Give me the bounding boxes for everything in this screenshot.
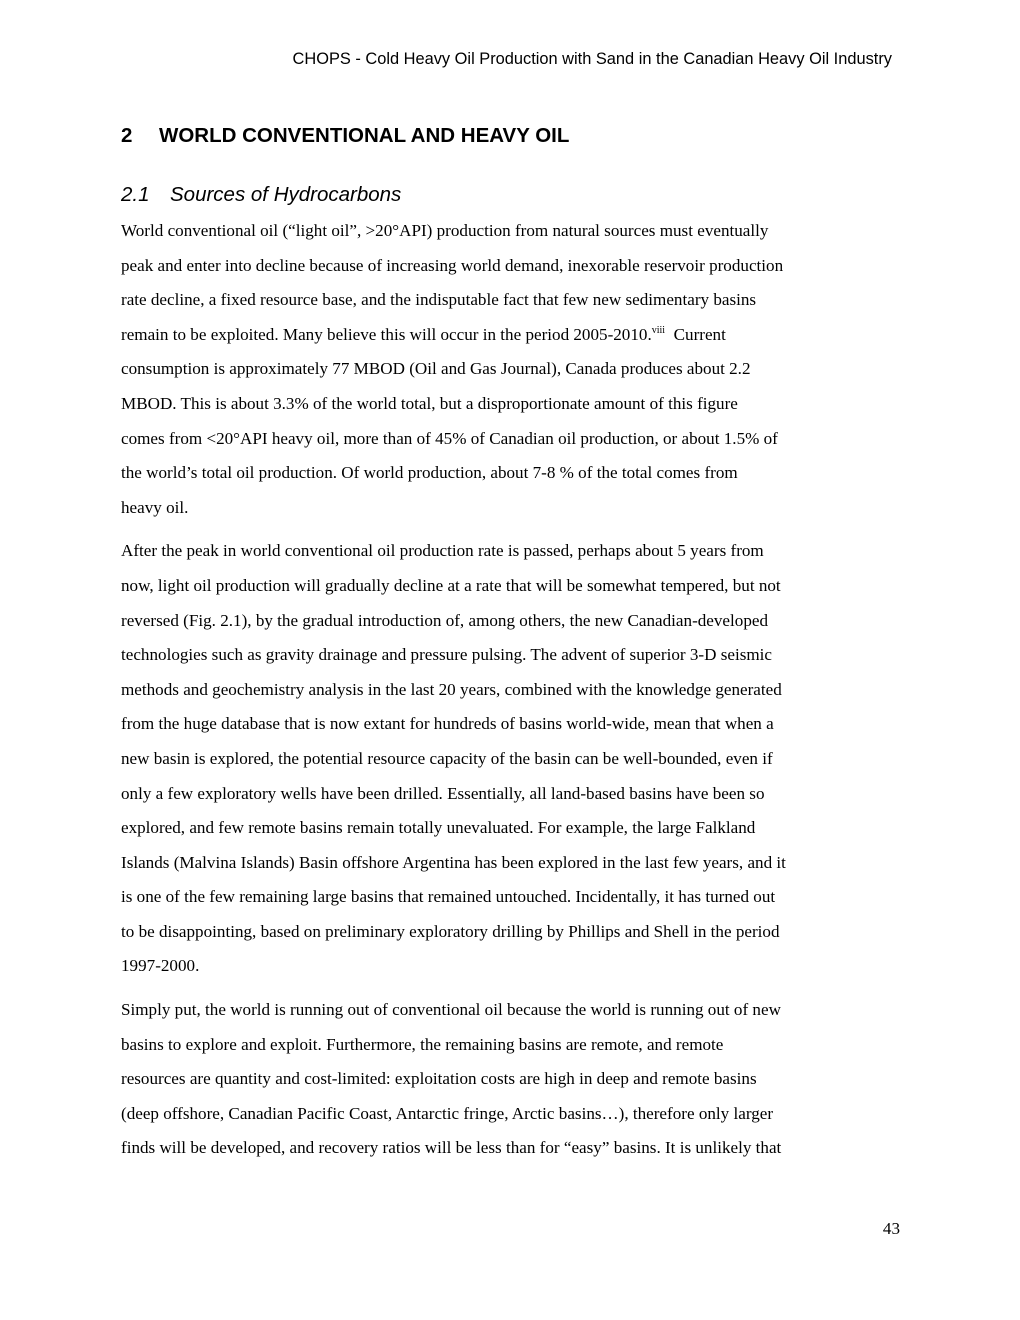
text-line: methods and geochemistry analysis in the last 20 years, combined with the knowledge generated <box>121 679 782 699</box>
text-line: technologies such as gravity drainage and pressure pulsing. The advent of superior 3-D seismic <box>121 645 772 665</box>
paragraph-2 <box>121 534 911 984</box>
text-line: finds will be developed, and recovery ratios will be less than for “easy” basins. It is unlikely that <box>121 1138 782 1158</box>
text-segment: remain to be exploited. Many believe this will occur in the period 2005-2010. <box>121 324 652 344</box>
paragraph-1 <box>121 214 911 525</box>
text-line: the world’s total oil production. Of world production, about 7-8 % of the total comes from <box>121 463 738 483</box>
text-line: from the huge database that is now extant for hundreds of basins world-wide, mean that when a <box>121 714 774 734</box>
text-line: consumption is approximately 77 MBOD (Oil and Gas Journal), Canada produces about 2.2 <box>121 359 751 379</box>
page-number: 43 <box>882 1219 900 1238</box>
text-line: 1997-2000. <box>121 956 200 976</box>
text-line: resources are quantity and cost-limited: exploitation costs are high in deep and remote basins <box>121 1069 757 1089</box>
text-line: explored, and few remote basins remain totally unevaluated. For example, the large Falkland <box>121 818 756 838</box>
text-line: World conventional oil (“light oil”, >20°API) production from natural sources must eventually <box>121 221 769 240</box>
text-line: is one of the few remaining large basins that remained untouched. Incidentally, it has turned out <box>121 887 776 907</box>
endnote-reference: viii <box>651 324 666 336</box>
text-line: now, light oil production will gradually decline at a rate that will be somewhat tempered, but not <box>121 575 781 595</box>
text-line: new basin is explored, the potential resource capacity of the basin can be well-bounded, even if <box>121 748 773 768</box>
section-heading <box>121 180 401 210</box>
section-number: 2.1 <box>121 183 150 206</box>
text-line: heavy oil. <box>121 497 189 517</box>
text-line: (deep offshore, Canadian Pacific Coast, Antarctic fringe, Arctic basins…), therefore only larger <box>121 1103 774 1123</box>
chapter-heading <box>121 121 569 151</box>
text-line: Simply put, the world is running out of conventional oil because the world is running out of new <box>121 1000 781 1020</box>
chapter-title: WORLD CONVENTIONAL AND HEAVY OIL <box>159 124 570 147</box>
text-line: rate decline, a fixed resource base, and the indisputable fact that few new sedimentary basins <box>121 290 757 310</box>
text-line: MBOD. This is about 3.3% of the world total, but a disproportionate amount of this figure <box>121 393 738 413</box>
text-line: peak and enter into decline because of increasing world demand, inexorable reservoir production <box>121 255 784 275</box>
text-line: Islands (Malvina Islands) Basin offshore Argentina has been explored in the last few years, and it <box>121 852 786 872</box>
text-line <box>121 318 911 353</box>
section-title: Sources of Hydrocarbons <box>170 183 402 206</box>
body-text <box>121 214 911 1175</box>
text-line: to be disappointing, based on preliminary exploratory drilling by Phillips and Shell in the period <box>121 921 780 941</box>
text-line: comes from <20°API heavy oil, more than of 45% of Canadian oil production, or about 1.5% of <box>121 428 778 448</box>
text-line: only a few exploratory wells have been drilled. Essentially, all land-based basins have been so <box>121 783 765 803</box>
text-line: basins to explore and exploit. Furthermore, the remaining basins are remote, and remote <box>121 1034 724 1054</box>
text-line: After the peak in world conventional oil production rate is passed, perhaps about 5 years from <box>121 541 764 561</box>
text-segment: Current <box>665 324 726 344</box>
text-line: reversed (Fig. 2.1), by the gradual introduction of, among others, the new Canadian-developed <box>121 610 769 630</box>
running-header: CHOPS - Cold Heavy Oil Production with Sand in the Canadian Heavy Oil Industry <box>292 50 892 68</box>
paragraph-3 <box>121 993 911 1166</box>
chapter-number: 2 <box>121 124 133 147</box>
